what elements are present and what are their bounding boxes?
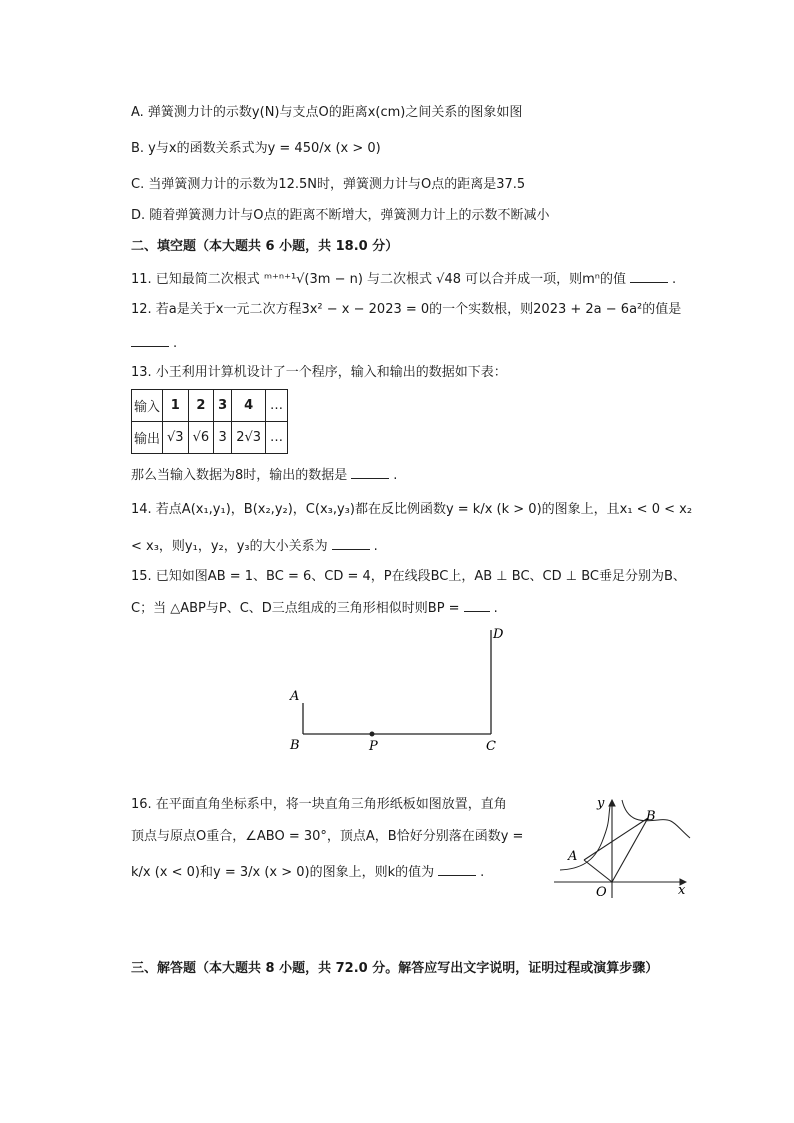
answer-blank: [438, 863, 476, 876]
q15-figure: [280, 622, 510, 754]
table-cell: 4: [232, 390, 266, 422]
question-13-follow: [131, 466, 397, 485]
q16-figure: [552, 792, 700, 900]
question-16-line3: [131, 863, 484, 882]
question-16-line2: 顶点与原点O重合，∠ABO = 30°，顶点A，B恰好分别落在函数y =: [131, 829, 524, 844]
label-b: B: [646, 809, 656, 824]
question-14-cont: [131, 537, 378, 556]
q13-end: .: [393, 468, 398, 483]
question-11: [131, 270, 676, 289]
answer-blank: [464, 599, 490, 612]
answer-blank: [351, 466, 389, 479]
table-cell: 3: [214, 422, 232, 454]
table-cell: 2: [188, 390, 214, 422]
option-c: C. 当弹簧测力计的示数为12.5N时，弹簧测力计与O点的距离是37.5: [131, 177, 526, 192]
option-b: B. y与x的函数关系式为y = 450/x (x > 0): [131, 141, 381, 156]
question-15: 15. 已知如图AB = 1、BC = 6、CD = 4，P在线段BC上，AB ⊥ BC、CD ⊥ BC垂足分别为B、: [131, 569, 686, 584]
q14-line2: < x₃，则y₁，y₂，y₃的大小关系为: [131, 539, 328, 554]
table-cell: 输出: [132, 422, 163, 454]
table-cell: …: [266, 422, 288, 454]
question-16: 16. 在平面直角坐标系中，将一块直角三角形纸板如图放置，直角: [131, 797, 507, 812]
table-cell: √3: [163, 422, 189, 454]
option-a: A. 弹簧测力计的示数y(N)与支点O的距离x(cm)之间关系的图象如图: [131, 105, 523, 120]
question-12-blank-line: [131, 334, 177, 353]
q15-end: .: [493, 601, 498, 616]
label-p: P: [369, 739, 378, 754]
table-cell: …: [266, 390, 288, 422]
question-13: 13. 小王利用计算机设计了一个程序，输入和输出的数据如下表：: [131, 365, 507, 380]
table-cell: 1: [163, 390, 189, 422]
q15-line2: C；当 △ABP与P、C、D三点组成的三角形相似时则BP =: [131, 601, 460, 616]
table-cell: 3: [214, 390, 232, 422]
q12-end: .: [173, 336, 178, 351]
axis-x-label: x: [678, 883, 686, 898]
q14-end: .: [373, 539, 378, 554]
answer-blank: [630, 270, 668, 283]
q13-after: 那么当输入数据为8时，输出的数据是: [131, 468, 348, 483]
point-p-dot: [370, 732, 375, 737]
label-d: D: [493, 627, 504, 642]
label-a: A: [290, 689, 300, 704]
answer-blank: [332, 537, 370, 550]
axis-y-label: y: [597, 796, 605, 811]
q16-line3: k/x (x < 0)和y = 3/x (x > 0)的图象上，则k的值为: [131, 865, 435, 880]
label-c: C: [486, 739, 496, 754]
table-row: [132, 390, 288, 422]
section2-heading: 二、填空题（本大题共 6 小题，共 18.0 分）: [131, 239, 399, 254]
q16-end: .: [480, 865, 485, 880]
io-table: [131, 389, 288, 454]
option-d: D. 随着弹簧测力计与O点的距离不断增大，弹簧测力计上的示数不断减小: [131, 208, 550, 223]
question-14: 14. 若点A(x₁,y₁)，B(x₂,y₂)，C(x₃,y₃)都在反比例函数y = k/x (k > 0)的图象上，且x₁ < 0 < x₂: [131, 502, 693, 517]
label-b: B: [290, 738, 300, 753]
question-12: 12. 若a是关于x一元二次方程3x² − x − 2023 = 0的一个实数根，则2023 + 2a − 6a²的值是: [131, 302, 682, 317]
q11-text: 11. 已知最简二次根式 ᵐ⁺ⁿ⁺¹√(3m − n) 与二次根式 √48 可以合并成一项，则mⁿ的值: [131, 272, 626, 287]
origin-label: O: [596, 885, 607, 900]
label-a: A: [568, 849, 578, 864]
q11-end: .: [671, 272, 677, 287]
table-cell: 输入: [132, 390, 163, 422]
question-15-cont: [131, 599, 498, 618]
section3-heading: 三、解答题（本大题共 8 小题，共 72.0 分。解答应写出文字说明，证明过程或演算步骤）: [131, 961, 659, 976]
table-cell: 2√3: [232, 422, 266, 454]
answer-blank: [131, 334, 169, 347]
table-row: [132, 422, 288, 454]
table-cell: √6: [188, 422, 214, 454]
